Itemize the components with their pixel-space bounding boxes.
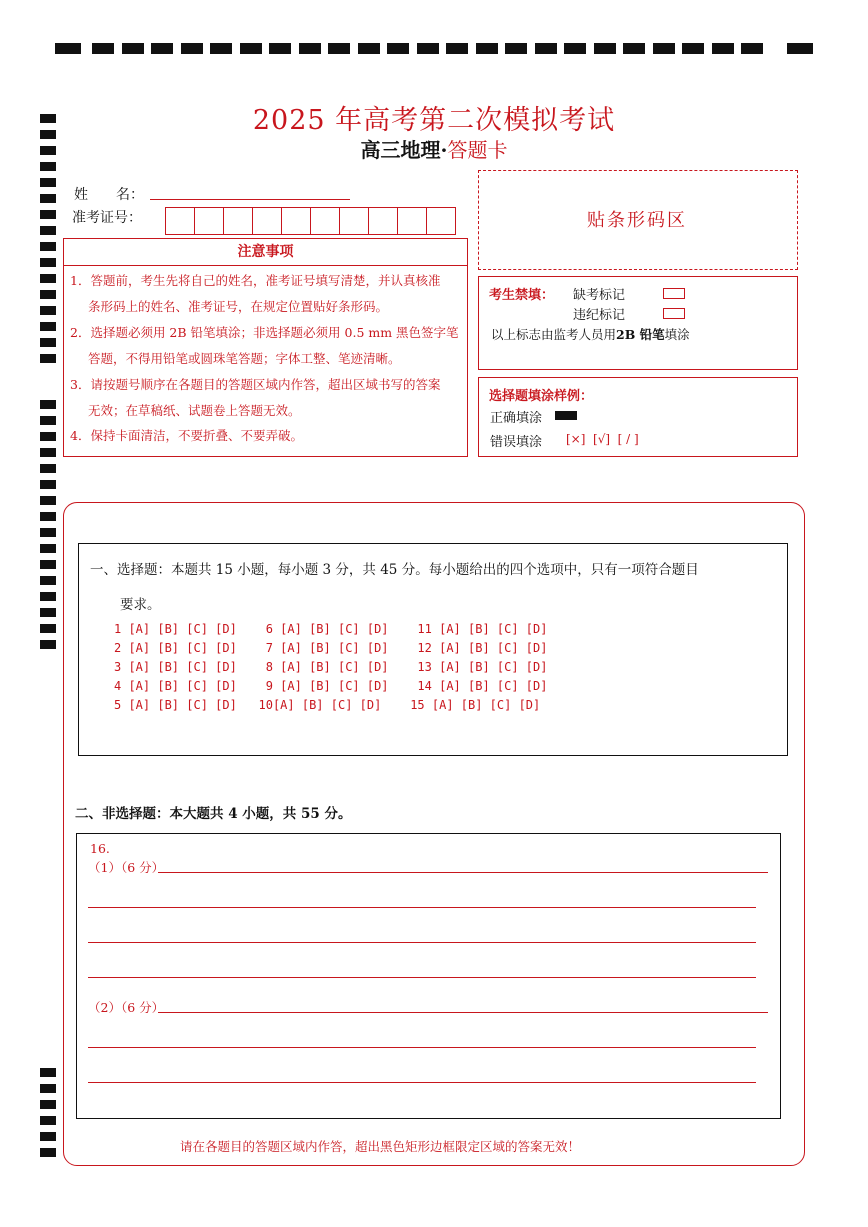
answer-line[interactable] bbox=[158, 872, 768, 873]
exam-number-boxes[interactable] bbox=[166, 207, 456, 235]
notice-line: 2．选择题必须用 2B 铅笔填涂；非选择题必须用 0.5 mm 黑色签字笔 bbox=[70, 325, 459, 340]
choice-row[interactable]: 3 [A] [B] [C] [D] 8 [A] [B] [C] [D] 13 [A] [B] [C] [D] bbox=[114, 660, 548, 674]
section1-heading-cont: 要求。 bbox=[120, 597, 161, 613]
short-answer-box bbox=[76, 833, 781, 1119]
barcode-label: 贴条形码区 bbox=[587, 210, 687, 231]
forbidden-note-prefix: 以上标志由监考人员用 bbox=[491, 327, 617, 342]
name-label: 姓 名： bbox=[74, 187, 144, 203]
choice-row[interactable]: 4 [A] [B] [C] [D] 9 [A] [B] [C] [D] 14 [A] [B] [C] [D] bbox=[114, 679, 548, 693]
forbidden-note bbox=[491, 325, 690, 343]
forbidden-label: 考生禁填： bbox=[489, 288, 555, 303]
answer-line[interactable] bbox=[88, 907, 756, 908]
part2-label: （2）（6 分） bbox=[88, 1000, 165, 1015]
answer-line[interactable] bbox=[88, 1082, 756, 1083]
choice-row[interactable]: 2 [A] [B] [C] [D] 7 [A] [B] [C] [D] 12 [A] [B] [C] [D] bbox=[114, 641, 548, 655]
subject-label: 高三地理· bbox=[360, 138, 448, 162]
wrong-fill-samples: [×] [√] [ / ] bbox=[566, 432, 639, 446]
wrong-fill-label: 错误填涂 bbox=[490, 435, 543, 450]
exam-number-label: 准考证号： bbox=[72, 210, 142, 226]
notice-line: 答题，不得用铅笔或圆珠笔答题；字体工整、笔迹清晰。 bbox=[88, 351, 401, 366]
answer-line[interactable] bbox=[88, 1047, 756, 1048]
notice-heading: 注意事项 bbox=[63, 238, 468, 266]
forbidden-note-suffix: 填涂 bbox=[664, 327, 690, 342]
absent-mark-box[interactable] bbox=[663, 288, 685, 299]
absent-mark-label: 缺考标记 bbox=[573, 288, 626, 303]
notice-line: 4．保持卡面清洁，不要折叠、不要弄破。 bbox=[70, 428, 303, 443]
name-input-line[interactable] bbox=[150, 199, 350, 200]
correct-fill-label: 正确填涂 bbox=[490, 411, 543, 426]
forbidden-note-pencil: 2B 铅笔 bbox=[616, 327, 665, 342]
answer-line[interactable] bbox=[88, 942, 756, 943]
section2-heading: 二、非选择题：本大题共 4 小题，共 55 分。 bbox=[75, 806, 352, 822]
answer-line[interactable] bbox=[158, 1012, 768, 1013]
notice-line: 无效；在草稿纸、试题卷上答题无效。 bbox=[88, 403, 301, 418]
answer-line[interactable] bbox=[88, 977, 756, 978]
notice-line: 条形码上的姓名、准考证号，在规定位置贴好条形码。 bbox=[88, 299, 389, 314]
violation-mark-label: 违纪标记 bbox=[573, 308, 626, 323]
part1-label: （1）（6 分） bbox=[88, 860, 165, 875]
violation-mark-box[interactable] bbox=[663, 308, 685, 319]
notice-line: 1．答题前，考生先将自己的姓名，准考证号填写清楚，并认真核准 bbox=[70, 273, 441, 288]
choice-row[interactable]: 1 [A] [B] [C] [D] 6 [A] [B] [C] [D] 11 [A] [B] [C] [D] bbox=[114, 622, 548, 636]
question-number: 16. bbox=[90, 841, 110, 856]
page-title: 2025 年高考第二次模拟考试 bbox=[252, 105, 616, 136]
fill-example-heading: 选择题填涂样例： bbox=[489, 389, 594, 404]
correct-fill-sample bbox=[555, 411, 577, 420]
section1-heading: 一、选择题：本题共 15 小题，每小题 3 分，共 45 分。每小题给出的四个选项中，只有一项符合题目 bbox=[90, 562, 699, 578]
page-subtitle bbox=[0, 134, 868, 163]
choice-row[interactable]: 5 [A] [B] [C] [D] 10[A] [B] [C] [D] 15 [A] [B] [C] [D] bbox=[114, 698, 541, 712]
notice-line: 3．请按题号顺序在各题目的答题区域内作答，超出区域书写的答案 bbox=[70, 377, 441, 392]
card-label: 答题卡 bbox=[447, 138, 508, 162]
notice-panel bbox=[63, 264, 468, 457]
footer-warning: 请在各题目的答题区域内作答，超出黑色矩形边框限定区域的答案无效！ bbox=[180, 1139, 581, 1154]
